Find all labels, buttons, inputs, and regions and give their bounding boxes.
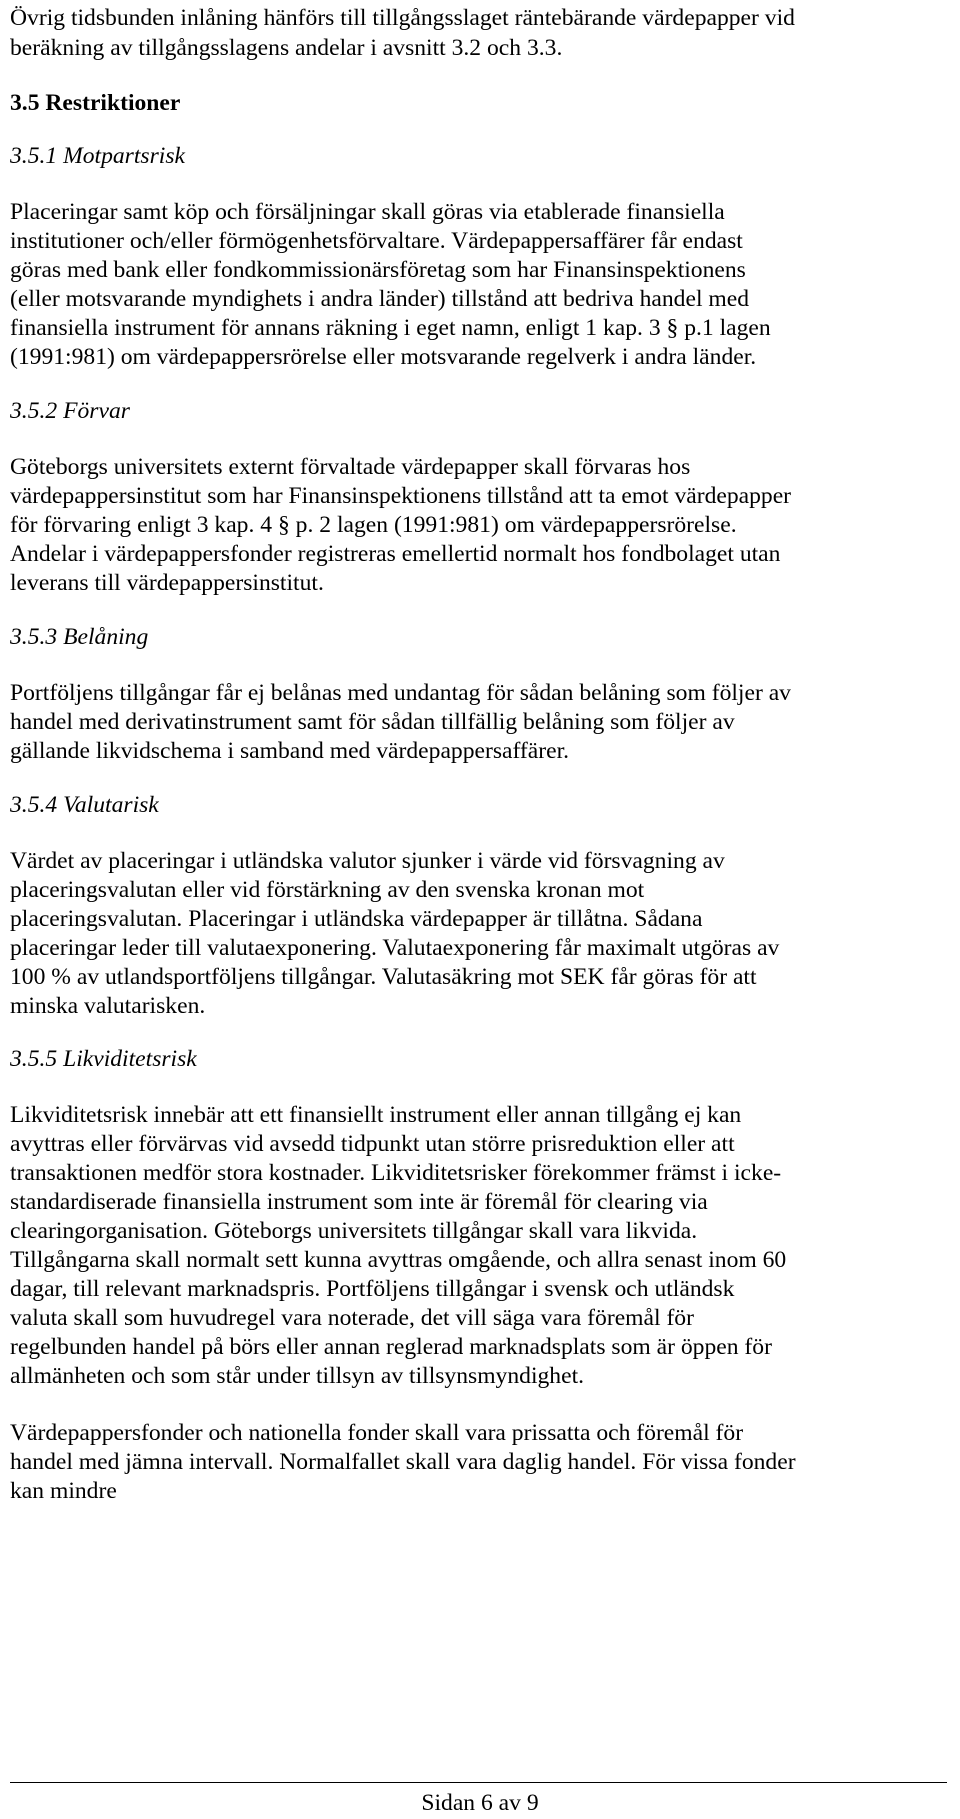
paragraph-line: minska valutarisken. (10, 993, 206, 1019)
paragraph-line: Tillgångarna skall normalt sett kunna avyttras omgående, och allra senast inom 60 (10, 1247, 787, 1273)
paragraph-line: Andelar i värdepappersfonder registreras emellertid normalt hos fondbolaget utan (10, 541, 781, 567)
subsection-heading-likviditetsrisk: 3.5.5 Likviditetsrisk (10, 1046, 197, 1072)
paragraph-line: placeringsvalutan. Placeringar i utländska värdepapper är tillåtna. Sådana (10, 906, 703, 932)
paragraph-line: valuta skall som huvudregel vara noterade, det vill säga vara föremål för (10, 1305, 694, 1331)
paragraph-line: dagar, till relevant marknadspris. Portföljens tillgångar i svensk och utländsk (10, 1276, 735, 1302)
paragraph-line: Portföljens tillgångar får ej belånas med undantag för sådan belåning som följer av (10, 680, 791, 706)
paragraph-line: Likviditetsrisk innebär att ett finansiellt instrument eller annan tillgång ej kan (10, 1102, 742, 1128)
paragraph-line: avyttras eller förvärvas vid avsedd tidpunkt utan större prisreduktion eller att (10, 1131, 735, 1157)
paragraph-line: placeringsvalutan eller vid förstärkning av den svenska kronan mot (10, 877, 645, 903)
paragraph-line: institutioner och/eller förmögenhetsförvaltare. Värdepappersaffärer får endast (10, 228, 743, 254)
paragraph-line: kan mindre (10, 1478, 117, 1504)
paragraph-line: gällande likvidschema i samband med värdepappersaffärer. (10, 738, 570, 764)
subsection-heading-valutarisk: 3.5.4 Valutarisk (10, 792, 159, 818)
paragraph-line: 100 % av utlandsportföljens tillgångar. Valutasäkring mot SEK får göras för att (10, 964, 757, 990)
paragraph-line: värdepappersinstitut som har Finansinspektionens tillstånd att ta emot värdepapper (10, 483, 792, 509)
paragraph-line: för förvaring enligt 3 kap. 4 § p. 2 lagen (1991:981) om värdepappersrörelse. (10, 512, 737, 538)
page-footer: Sidan 6 av 9 (421, 1790, 539, 1816)
paragraph-line: clearingorganisation. Göteborgs universitets tillgångar skall vara likvida. (10, 1218, 698, 1244)
intro-line: Övrig tidsbunden inlåning hänförs till tillgångsslaget räntebärande värdepapper vid (10, 5, 795, 31)
paragraph-line: Placeringar samt köp och försäljningar skall göras via etablerade finansiella (10, 199, 725, 225)
paragraph-line: (1991:981) om värdepappersrörelse eller motsvarande regelverk i andra länder. (10, 344, 757, 370)
paragraph-line: standardiserade finansiella instrument som inte är föremål för clearing via (10, 1189, 708, 1215)
subsection-heading-motpartsrisk: 3.5.1 Motpartsrisk (10, 143, 185, 169)
subsection-heading-forvar: 3.5.2 Förvar (10, 398, 130, 424)
paragraph-line: placeringar leder till valutaexponering. Valutaexponering får maximalt utgöras av (10, 935, 780, 961)
paragraph-line: (eller motsvarande myndighets i andra länder) tillstånd att bedriva handel med (10, 286, 750, 312)
paragraph-line: transaktionen medför stora kostnader. Likviditetsrisker förekommer främst i icke- (10, 1160, 782, 1186)
footer-divider (10, 1782, 947, 1783)
section-heading: 3.5 Restriktioner (10, 90, 181, 116)
paragraph-line: regelbunden handel på börs eller annan reglerad marknadsplats som är öppen för (10, 1334, 772, 1360)
paragraph-line: handel med derivatinstrument samt för sådan tillfällig belåning som följer av (10, 709, 735, 735)
subsection-heading-belaning: 3.5.3 Belåning (10, 624, 149, 650)
paragraph-line: Värdet av placeringar i utländska valutor sjunker i värde vid försvagning av (10, 848, 725, 874)
paragraph-line: leverans till värdepappersinstitut. (10, 570, 324, 596)
paragraph-line: Värdepappersfonder och nationella fonder skall vara prissatta och föremål för (10, 1420, 744, 1446)
paragraph-line: finansiella instrument för annans räkning i eget namn, enligt 1 kap. 3 § p.1 lagen (10, 315, 771, 341)
paragraph-line: göras med bank eller fondkommissionärsföretag som har Finansinspektionens (10, 257, 746, 283)
paragraph-line: Göteborgs universitets externt förvaltade värdepapper skall förvaras hos (10, 454, 691, 480)
paragraph-line: allmänheten och som står under tillsyn av tillsynsmyndighet. (10, 1363, 585, 1389)
intro-line: beräkning av tillgångsslagens andelar i avsnitt 3.2 och 3.3. (10, 35, 563, 61)
paragraph-line: handel med jämna intervall. Normalfallet skall vara daglig handel. För vissa fonder (10, 1449, 796, 1475)
